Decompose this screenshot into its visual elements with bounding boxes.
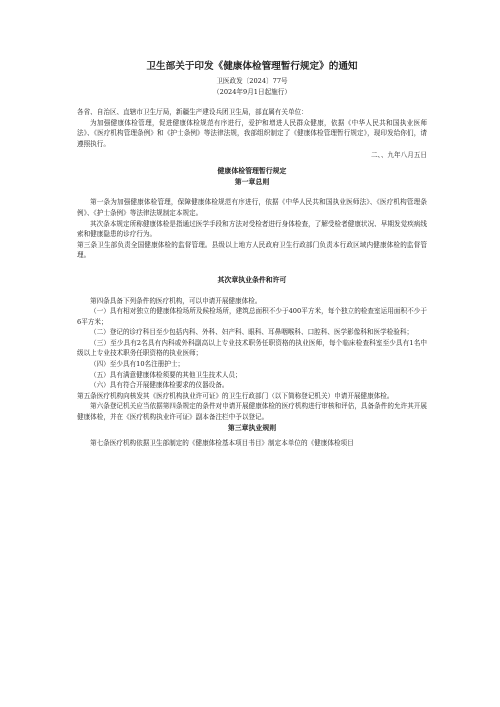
chapter-2-title: 其次章执业条件和许可: [217, 275, 287, 284]
article-7: 第七条医疗机构依据卫生部制定的《健康体检基本项目书目》制定本单位的《健康体检项目: [90, 439, 354, 448]
chapter-1-title: 第一章总则: [234, 177, 270, 186]
intro-paragraph: 为加强健康体检管理，促进健康体检规范有序进行，爱护和增进人民群众健康，依据《中华人民共和国执业医师法》、《医疗机构管理条例》和《护士条例》等法律法规，我部组织制定了《健康体检管理暂行规定》，现印发给你们，请遵照执行。: [77, 118, 427, 148]
regulation-title: 健康体检管理暂行规定: [217, 167, 287, 176]
addressee: 各省、自治区、直辖市卫生厅局，新疆生产建设兵团卫生局，部直属有关单位：: [77, 108, 308, 117]
article-4-item-5: （五）具有满意健康体检须要的其他卫生技术人员；: [90, 370, 242, 379]
article-4-item-3: （三）至少具有2名具有内科或外科副高以上专业技术职务任职资格的执业医师，每个临床检查科室至少具有1名中级以上专业技术职务任职资格的执业医师；: [77, 338, 427, 358]
article-4: 第四条具备下列条件的医疗机构，可以申请开展健康体检。: [90, 296, 262, 305]
document-number: 卫医政发〔2024〕77号: [216, 77, 288, 85]
issue-date: 二、、九年八月五日: [370, 150, 427, 159]
article-4-item-2: （二）登记的诊疗科目至少包括内科、外科、妇产科、眼科、耳鼻咽喉科、口腔科、医学影像科和医学检验科；: [90, 328, 414, 337]
document-title: 卫生部关于印发《健康体检管理暂行规定》的通知: [146, 61, 358, 72]
article-5: 第五条医疗机构向核发其《医疗机构执业许可证》的卫生行政部门（以下简称登记机关）申请开展健康体检。: [77, 391, 394, 400]
effective-date: （2024年9月1日起施行）: [213, 87, 291, 96]
article-4-item-6: （六）具有符合开展健康体检要求的仪器设备。: [90, 381, 229, 390]
document-page: [77, 60, 427, 449]
article-3: 第三条卫生部负责全国健康体检的监督管理。县级以上地方人民政府卫生行政部门负责本行政区域内健康体检的监督管理。: [77, 240, 427, 260]
article-6: 第六条登记机关应当依据第四条规定的条件对申请开展健康体检的医疗机构进行审核和评估，具备条件的允许其开展健康体检，并在《医疗机构执业许可证》副本备注栏中予以登记。: [77, 402, 427, 422]
article-1: 第一条为加强健康体检管理，保障健康体检规范有序进行，依据《中华人民共和国执业医师法》、《医疗机构管理条例》、《护士条例》等法律法规制定本规定。: [77, 198, 427, 217]
article-4-item-1: （一）具有相对独立的健康体检场所及候检场所，建筑总面积不少于400平方米，每个独立的检查室运用面积不少于6平方米；: [77, 307, 427, 326]
article-4-item-4: （四）至少具有10名注册护士；: [90, 360, 185, 369]
article-2: 其次条本规定所称健康体检是指通过医学手段和方法对受检者进行身体检查，了解受检者健康状况、早期发觉疾病线索和健康隐患的诊疗行为。: [77, 219, 427, 239]
chapter-3-title: 第三章执业规则: [227, 423, 277, 432]
